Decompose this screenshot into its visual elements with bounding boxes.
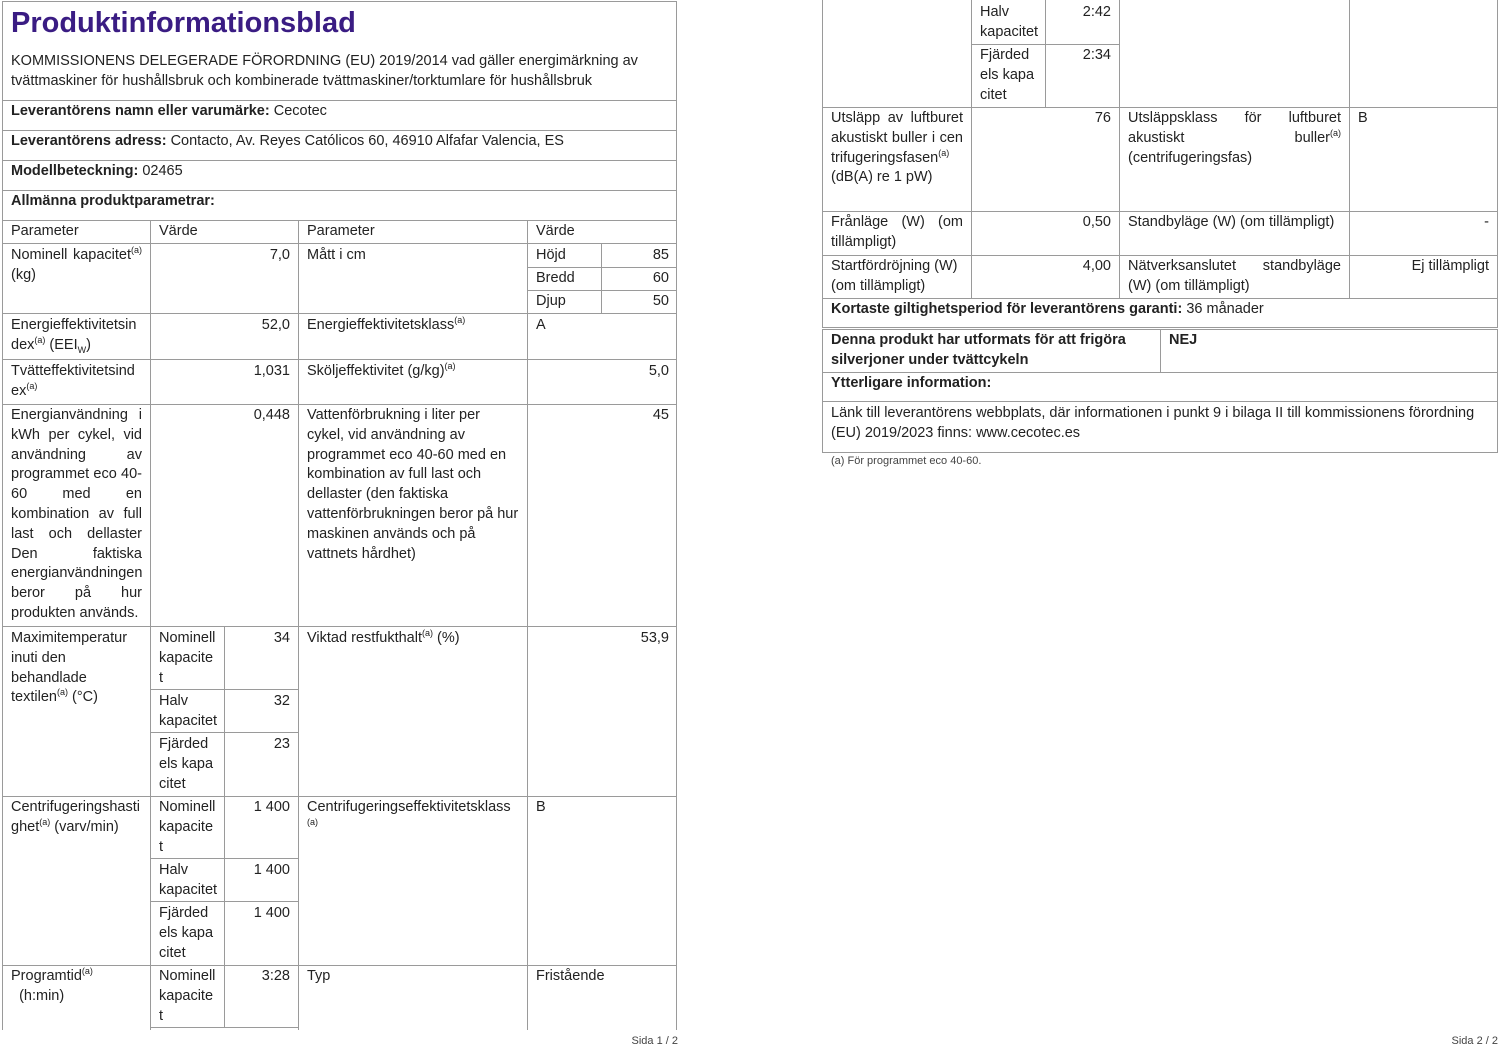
address-value: Contacto, Av. Reyes Católicos 60, 46910 Alfafar Valencia, ES xyxy=(170,133,564,149)
info-text: Länk till leverantörens webbplats, där informationen i punkt 9 i bilaga II till kommissionens förordning (EU) 2019/2023 finns: www.cecotec.es xyxy=(831,405,1475,441)
max-temp-full-value: 34 xyxy=(273,630,290,646)
silver-label: Denna produkt har utformats för att frigöra silverjoner under tvättcykeln xyxy=(831,332,1126,368)
capacity-label: Nominell kapacitet$^{(a)}$ (kg) xyxy=(11,245,142,283)
water-consumption-value: 45 xyxy=(652,407,669,423)
max-temp-load-quarter: Fjärdedels kapacitet xyxy=(159,736,214,792)
spin-class-value: B xyxy=(536,799,546,815)
eei-value: 52,0 xyxy=(261,317,290,333)
energy-class-value: A xyxy=(536,317,546,333)
energy-consumption-value: 0,448 xyxy=(253,407,290,423)
noise-label: Utsläpp av luftburet akustiskt buller i centrifugeringsfasen$^{(a)}$ (dB(A) re 1 pW) xyxy=(831,110,963,186)
off-mode-label: Frånläge (W) (om tillämpligt) xyxy=(831,214,963,250)
program-time-label: Programtid$^{(a)}$ (h:min) xyxy=(11,966,93,1004)
model-value: 02465 xyxy=(142,163,183,179)
rinse-label: Sköljeffektivitet $(g/kg)^{(a)}$ xyxy=(307,361,456,379)
regulation-text: KOMMISSIONENS DELEGERADE FÖRORDNING (EU) 2019/2014 vad gäller energimärkning av tvättmaskiner för hushållsbruk och kombinerade tvättmaskiner/torktumlare för hushållsbruk xyxy=(11,53,638,89)
spin-quarter-value: 1 400 xyxy=(253,905,290,921)
col-header-value: Värde xyxy=(159,223,198,239)
moisture-value: 53,9 xyxy=(640,630,669,646)
supplier-label: Leverantörens namn eller varumärke: xyxy=(11,103,270,119)
page-number-2: Sida 2 / 2 xyxy=(1451,1035,1498,1047)
delay-start-label: Startfördröjning (W) (om tillämpligt) xyxy=(831,258,958,294)
col-header-parameter-2: Parameter xyxy=(307,223,375,239)
guarantee-value: 36 månader xyxy=(1186,301,1264,317)
silver-value: NEJ xyxy=(1169,332,1198,348)
dimensions-label: Mått i cm xyxy=(307,247,366,263)
guarantee-row xyxy=(823,300,1493,320)
standby-label: Standbyläge (W) (om tillämpligt) xyxy=(1128,214,1335,230)
delay-start-value: 4,00 xyxy=(1082,258,1111,274)
max-temp-load-full: Nominell kapacitet xyxy=(159,630,216,686)
height-value: 85 xyxy=(652,247,669,263)
supplier-value: Cecotec xyxy=(273,103,327,119)
col-header-parameter: Parameter xyxy=(11,223,79,239)
network-standby-value: Ej tillämpligt xyxy=(1411,258,1489,274)
max-temp-half-value: 32 xyxy=(273,693,290,709)
model-label: Modellbeteckning: xyxy=(11,163,139,179)
off-mode-value: 0,50 xyxy=(1082,214,1111,230)
spin-speed-label: Centrifugeringshastighet$^{(a)}$ (varv/min) xyxy=(11,799,140,835)
energy-class-label: Energieffektivitetsklass$^{(a)}$ xyxy=(307,315,466,333)
spin-load-quarter: Fjärdedels kapacitet xyxy=(159,905,214,961)
program-full-value: 3:28 xyxy=(261,968,290,984)
wash-index-value: 1,031 xyxy=(253,363,290,379)
max-temp-quarter-value: 23 xyxy=(273,736,290,752)
guarantee-label: Kortaste giltighetsperiod för leverantörens garanti: xyxy=(831,301,1183,317)
height-label: Höjd xyxy=(536,247,566,263)
standby-value: - xyxy=(1484,214,1489,230)
model-row xyxy=(3,162,673,182)
energy-consumption-label: Energianvändning i kWh per cykel, vid användning av programmet eco 40-60 med en kombination av full last och dellaster Den faktiska energianvändningen beror på hur produkten används. xyxy=(11,407,143,621)
eei-label: Energieffektivitetsindex$^{(a)}$ $(EEI_W)$ xyxy=(11,317,137,355)
page-number-1: Sida 1 / 2 xyxy=(631,1035,678,1047)
program-half-value: 2:42 xyxy=(1082,4,1111,20)
address-row xyxy=(3,132,673,152)
col-header-value-2: Värde xyxy=(536,223,575,239)
max-temp-load-half: Halv kapacitet xyxy=(159,693,218,729)
water-consumption-label: Vattenförbrukning i liter per cykel, vid användning av programmet eco 40-60 med en kombination av full last och dellaster (den faktiska vattenförbrukningen beror på hur maskinen används och på vattnets hårdhet) xyxy=(307,407,519,562)
type-label: Typ xyxy=(307,968,331,984)
width-value: 60 xyxy=(652,270,669,286)
program-load-quarter: Fjärdedels kapacitet xyxy=(980,47,1035,103)
info-label: Ytterligare information: xyxy=(831,375,992,391)
spin-full-value: 1 400 xyxy=(253,799,290,815)
depth-label: Djup xyxy=(536,293,566,309)
noise-value: 76 xyxy=(1094,110,1111,126)
spin-load-half: Halv kapacitet xyxy=(159,862,218,898)
width-label: Bredd xyxy=(536,270,575,286)
footnote: (a) För programmet eco 40-60. xyxy=(831,455,982,467)
program-quarter-value: 2:34 xyxy=(1082,47,1111,63)
capacity-value: 7,0 xyxy=(269,247,290,263)
network-standby-label: Nätverksanslutet standbyläge (W) (om tillämpligt) xyxy=(1128,258,1341,294)
noise-class-value: B xyxy=(1358,110,1368,126)
wash-index-label: Tvätteffektivitetsindex$^{(a)}$ xyxy=(11,363,135,399)
spin-load-full: Nominell kapacitet xyxy=(159,799,216,855)
max-temp-label: Maximitemperatur inuti den behandlade textilen$^{(a)}$ (°C) xyxy=(11,630,128,706)
type-value: Fristående xyxy=(536,968,605,984)
depth-value: 50 xyxy=(652,293,669,309)
supplier-row xyxy=(3,102,673,122)
general-label: Allmänna produktparametrar: xyxy=(11,193,215,209)
address-label: Leverantörens adress: xyxy=(11,133,167,149)
program-load-full: Nominell kapacitet xyxy=(159,968,216,1024)
moisture-label: Viktad restfukthalt$^{(a)}$ (%) xyxy=(307,628,460,646)
spin-half-value: 1 400 xyxy=(253,862,290,878)
noise-class-label: Utsläppsklass för luftburet akustiskt buller$^{(a)}$ (centrifugeringsfas) xyxy=(1128,110,1341,166)
spin-class-label: Centrifugeringseffektivitetsklass$^{(a)}$ xyxy=(307,799,511,827)
program-load-half: Halv kapacitet xyxy=(980,4,1039,40)
rinse-value: 5,0 xyxy=(648,363,669,379)
page-title: Produktinformationsblad xyxy=(11,7,356,39)
